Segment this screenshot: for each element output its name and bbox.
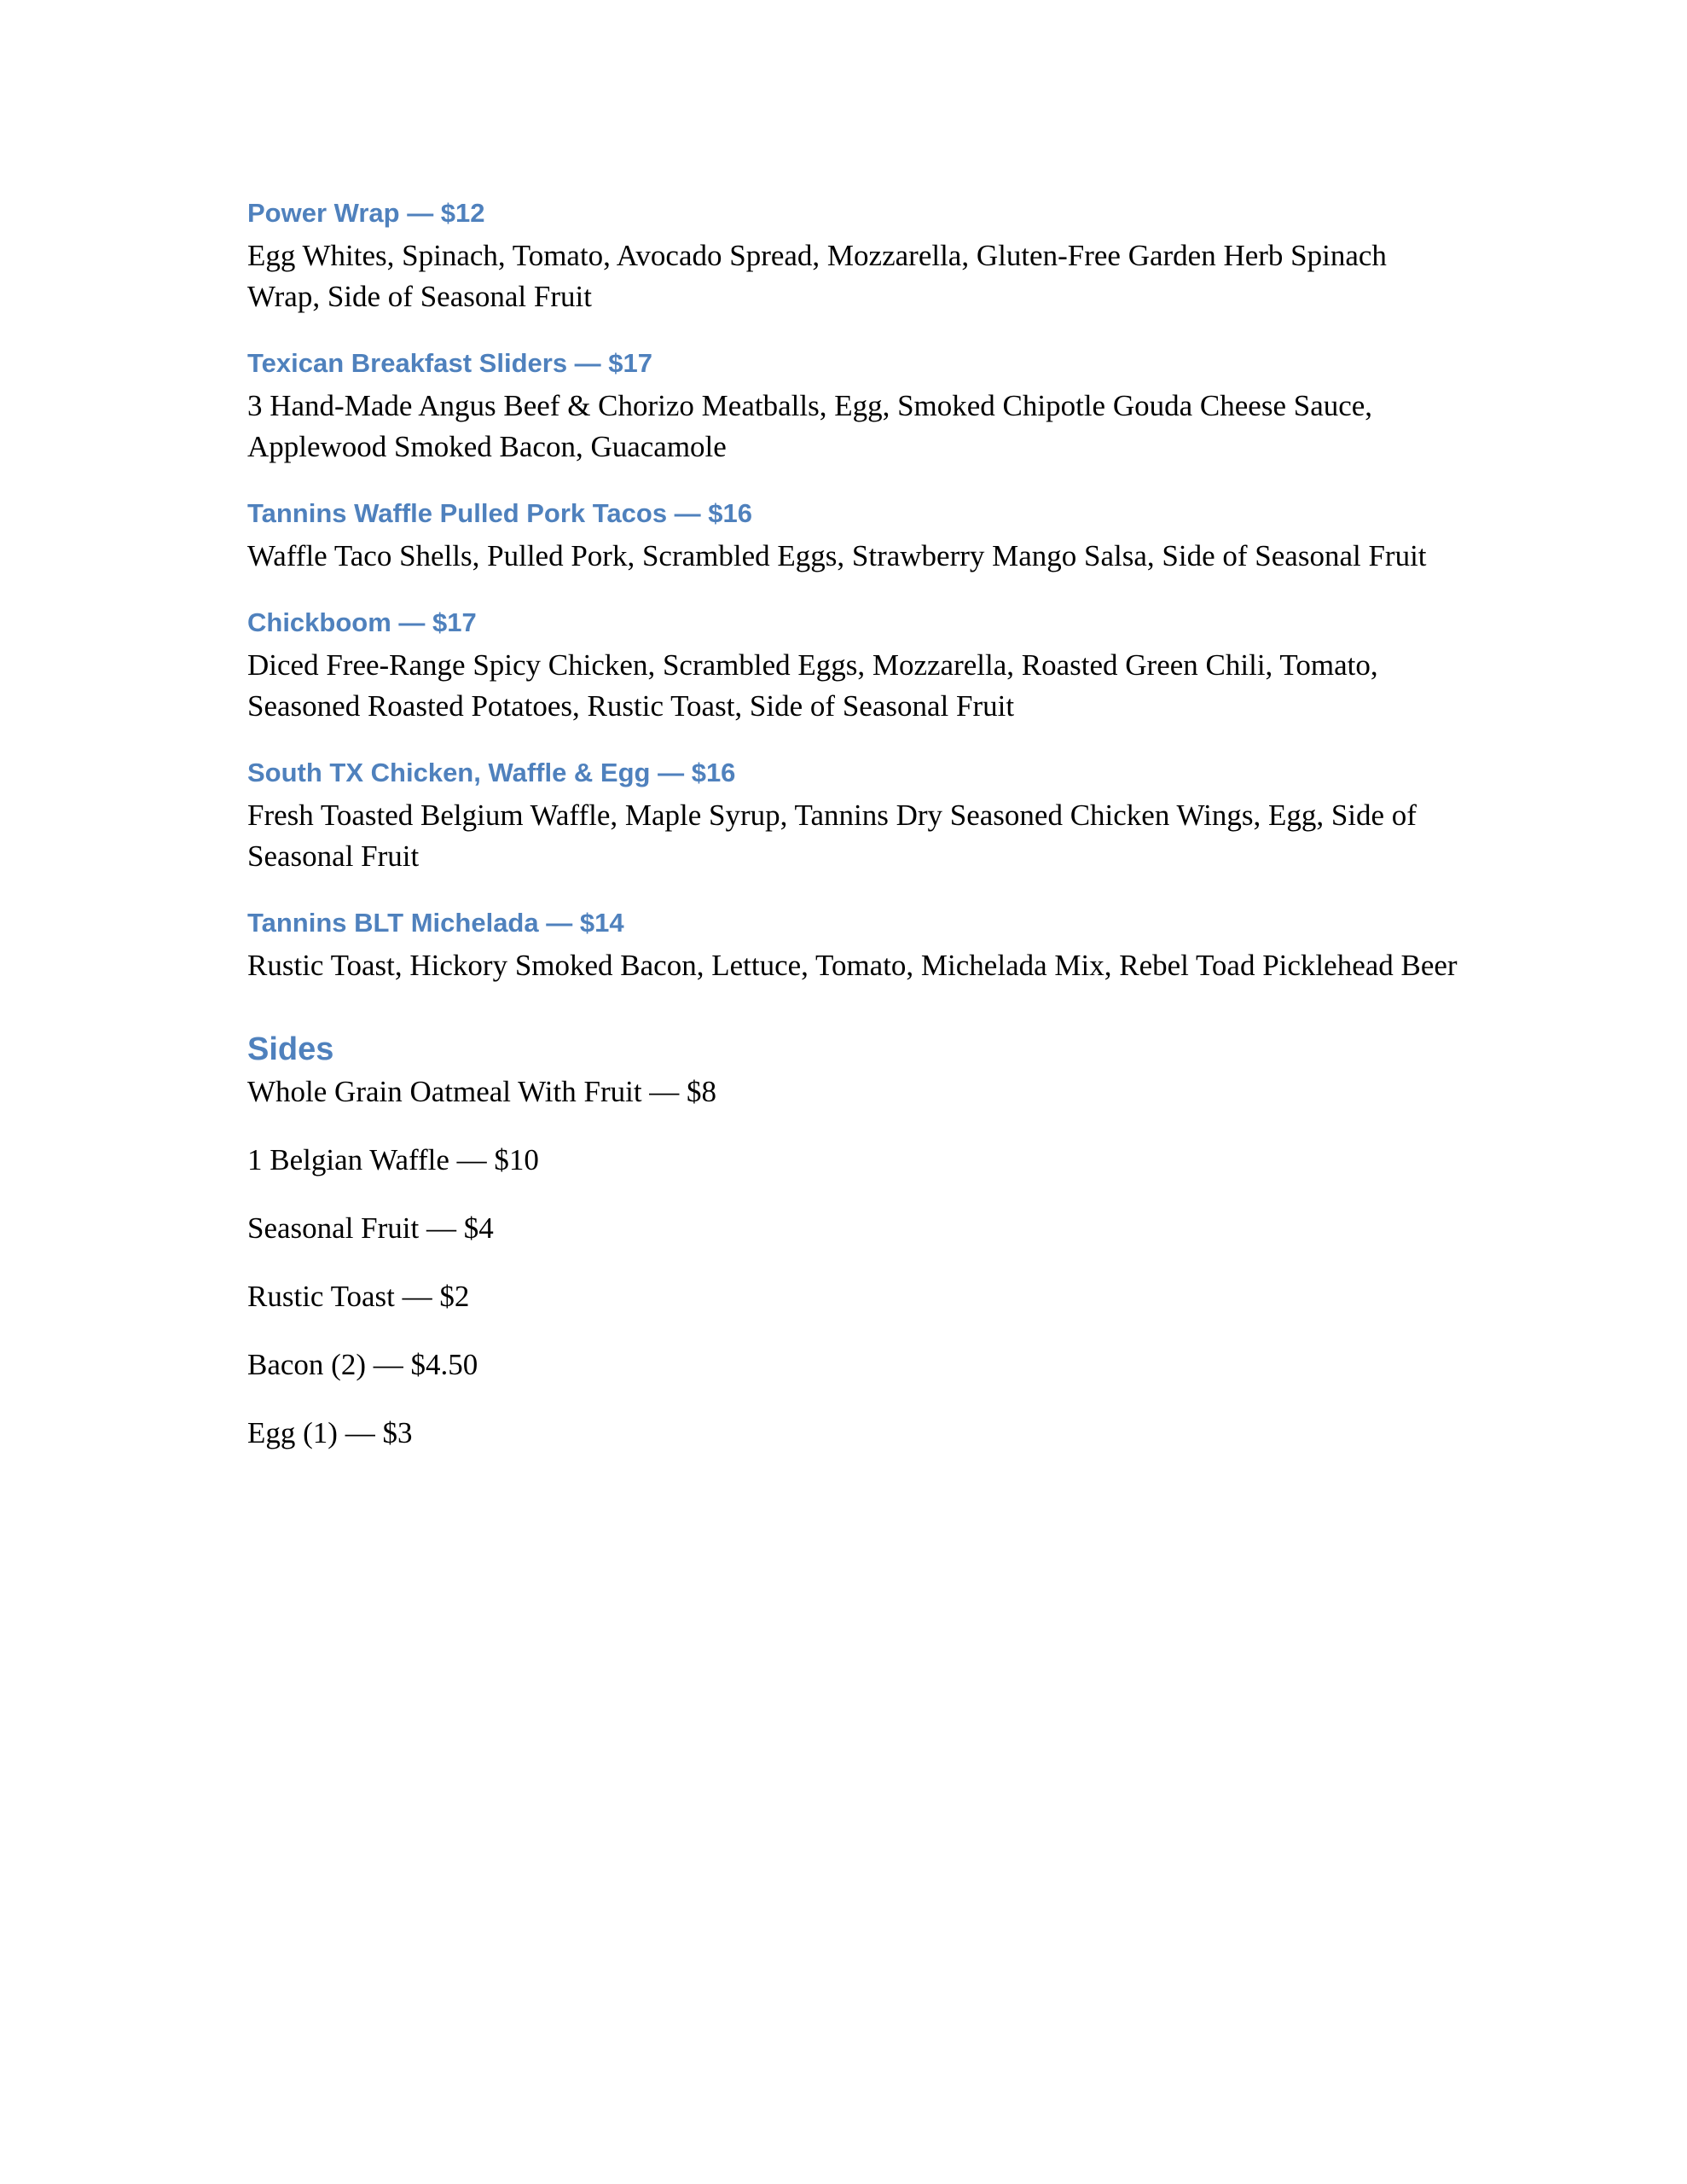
side-item-belgian-waffle: 1 Belgian Waffle — $10: [247, 1143, 539, 1176]
sides-heading: Sides: [247, 1031, 334, 1067]
menu-item-chickboom: [247, 604, 1458, 727]
menu-item-title: Chickboom — $17: [247, 607, 477, 637]
menu-item-description: 3 Hand-Made Angus Beef & Chorizo Meatballs, Egg, Smoked Chipotle Gouda Cheese Sauce, Applewood Smoked Bacon, Guacamole: [247, 389, 1373, 463]
menu-item-title: South TX Chicken, Waffle & Egg — $16: [247, 758, 736, 787]
menu-item-power-wrap: [247, 195, 1458, 317]
menu-item-texican-breakfast-sliders: [247, 345, 1458, 468]
menu-item-waffle-pulled-pork-tacos: [247, 495, 1458, 577]
menu-page: [247, 195, 1458, 1481]
menu-item-description: Rustic Toast, Hickory Smoked Bacon, Lettuce, Tomato, Michelada Mix, Rebel Toad Picklehead Beer: [247, 949, 1458, 982]
menu-item-blt-michelada: [247, 904, 1458, 986]
menu-item-title: Tannins Waffle Pulled Pork Tacos — $16: [247, 498, 753, 528]
menu-item-description: Fresh Toasted Belgium Waffle, Maple Syrup, Tannins Dry Seasoned Chicken Wings, Egg, Side of Seasonal Fruit: [247, 799, 1417, 873]
side-item-rustic-toast: Rustic Toast — $2: [247, 1280, 470, 1313]
side-item-egg: Egg (1) — $3: [247, 1416, 413, 1449]
side-item-oatmeal: Whole Grain Oatmeal With Fruit — $8: [247, 1075, 717, 1108]
menu-item-description: Waffle Taco Shells, Pulled Pork, Scrambled Eggs, Strawberry Mango Salsa, Side of Seasonal Fruit: [247, 539, 1427, 572]
menu-item-title: Power Wrap — $12: [247, 198, 485, 228]
menu-item-south-tx-chicken-waffle-egg: [247, 754, 1458, 877]
menu-item-title: Tannins BLT Michelada — $14: [247, 908, 624, 938]
side-item-bacon: Bacon (2) — $4.50: [247, 1348, 478, 1381]
menu-item-title: Texican Breakfast Sliders — $17: [247, 348, 653, 378]
menu-item-description: Egg Whites, Spinach, Tomato, Avocado Spread, Mozzarella, Gluten-Free Garden Herb Spinach Wrap, Side of Seasonal Fruit: [247, 239, 1387, 313]
side-item-seasonal-fruit: Seasonal Fruit — $4: [247, 1211, 494, 1245]
menu-item-description: Diced Free-Range Spicy Chicken, Scrambled Eggs, Mozzarella, Roasted Green Chili, Tomato, Seasoned Roasted Potatoes, Rustic Toast, Side of Seasonal Fruit: [247, 648, 1378, 723]
